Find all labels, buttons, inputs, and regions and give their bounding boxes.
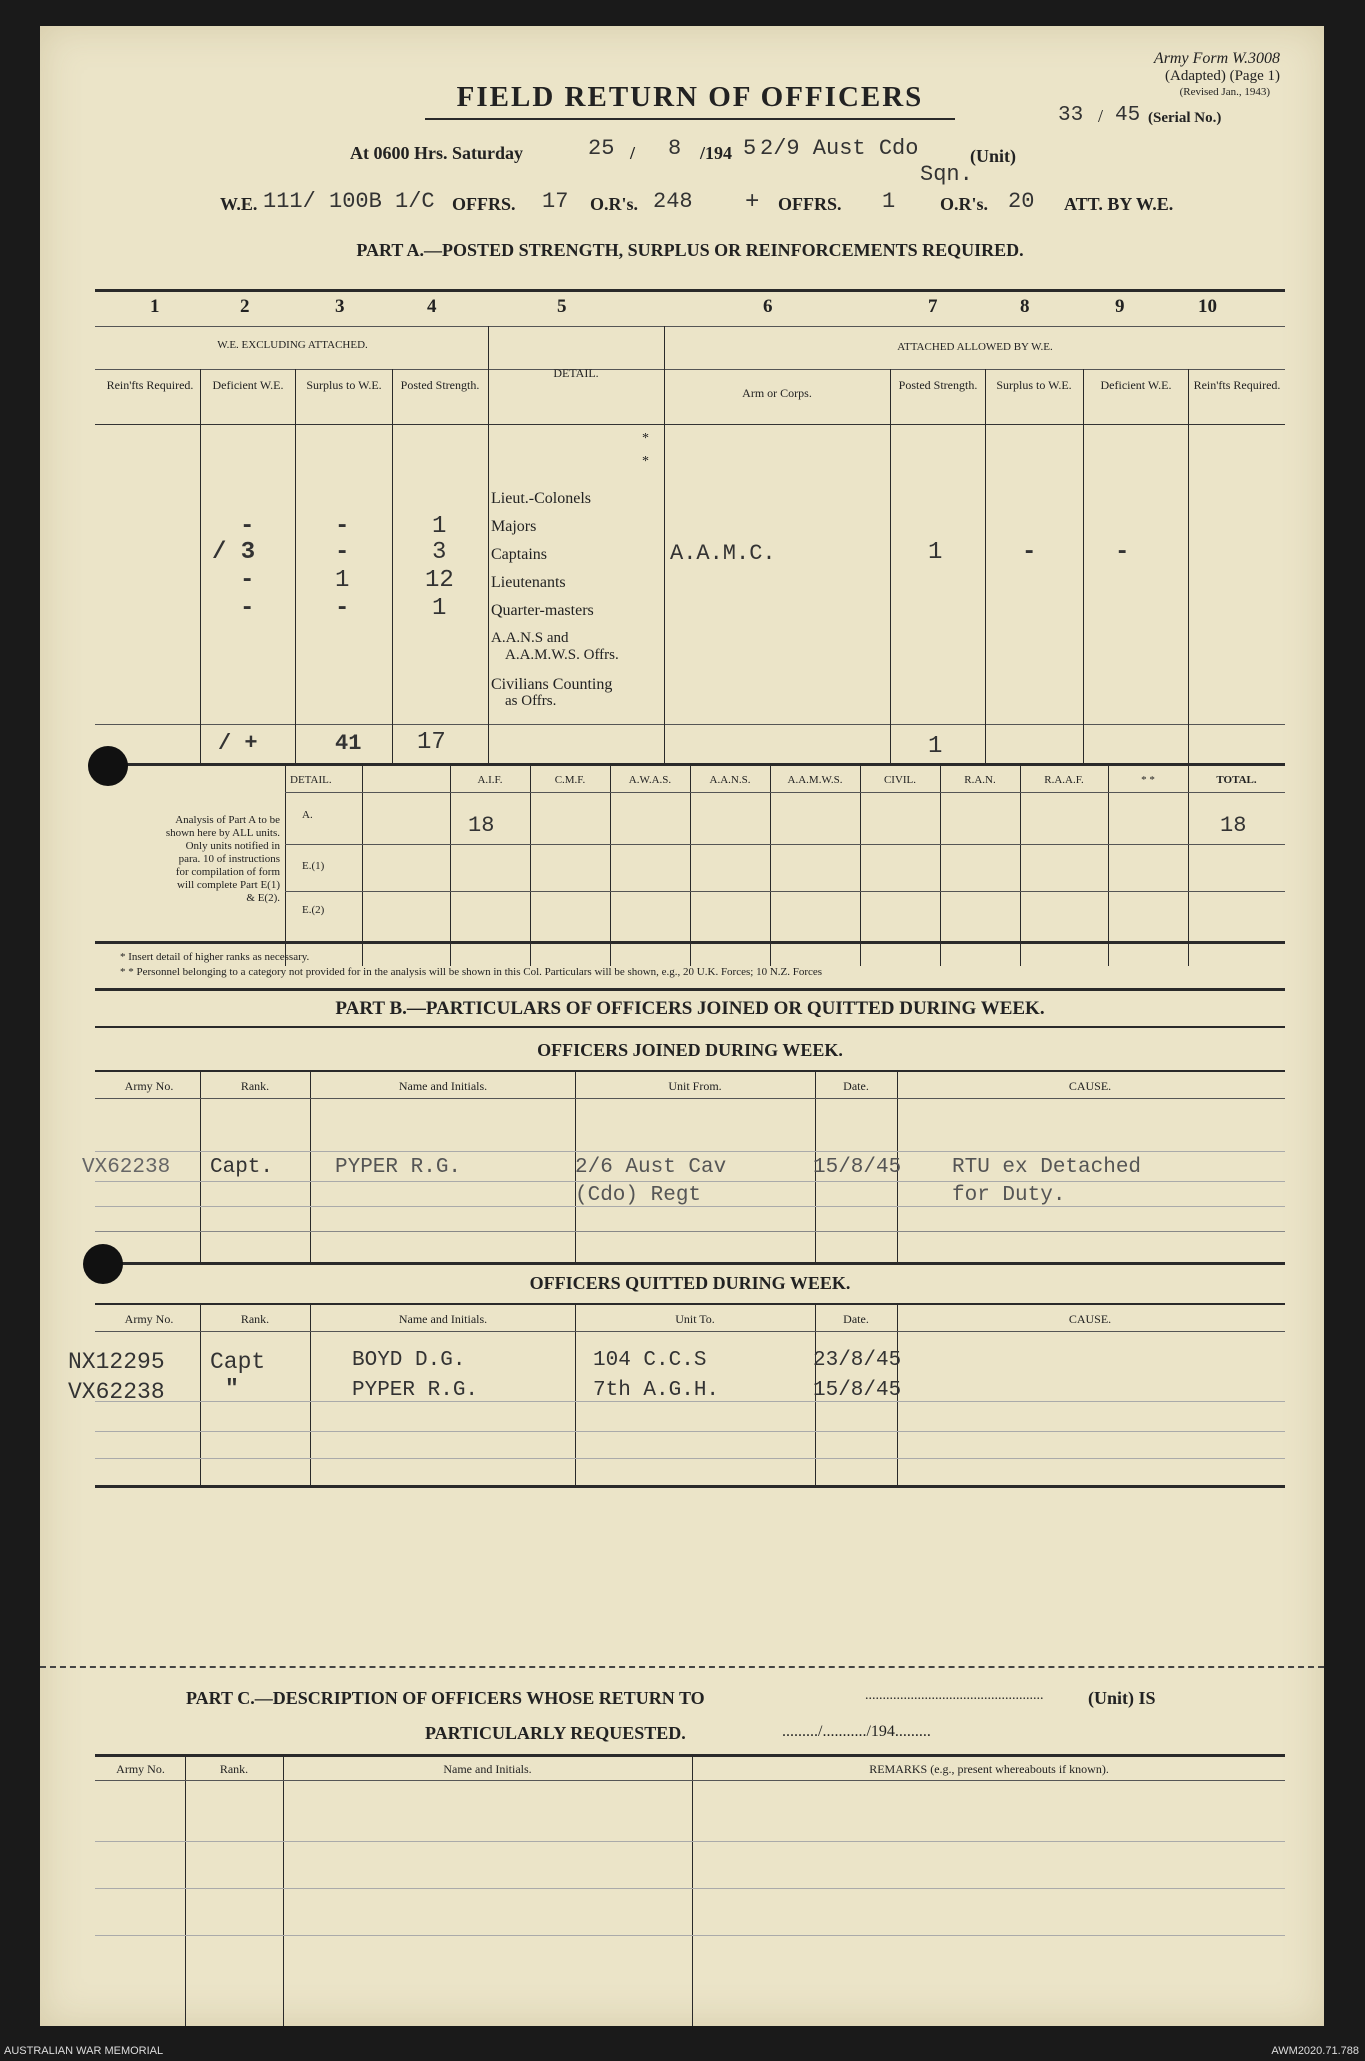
joined-header-army-no: Army No. (124, 1079, 174, 1093)
total-posted: 17 (417, 729, 446, 756)
rank-aamws: A.A.M.W.S. Offrs. (505, 647, 619, 663)
header-surplus: Surplus to W.E. (306, 378, 382, 392)
surplus-majors: - (335, 513, 350, 540)
part-c-title: PART C.—DESCRIPTION OF OFFICERS WHOSE RETURN TO (186, 1688, 705, 1708)
rule (692, 1757, 693, 2026)
col-number-8: 8 (1020, 296, 1030, 317)
quitted-army-no-2: VX62238 (68, 1379, 165, 1405)
joined-title: OFFICERS JOINED DURING WEEK. (537, 1040, 843, 1060)
detail-star-2: * (642, 454, 649, 469)
rule (1083, 369, 1084, 764)
rule (295, 369, 296, 764)
analysis-note-line: will complete Part E(1) (177, 879, 280, 891)
joined-cause-line2: for Duty. (952, 1184, 1066, 1207)
total-att-posted: 1 (928, 733, 943, 760)
arm-corps-value: A.A.M.C. (670, 541, 776, 566)
analysis-note-line: for compilation of form (175, 866, 280, 878)
analysis-row-e2: E.(2) (302, 904, 325, 916)
rule (285, 792, 1285, 793)
att-surplus-value: - (1022, 539, 1037, 566)
archive-footer-right: AWM2020.71.788 (1271, 2045, 1359, 2057)
joined-header-name: Name and Initials. (398, 1079, 488, 1093)
header-att-reinforcements: Rein'fts Required. (1193, 378, 1281, 392)
rule (95, 1754, 1285, 1757)
rule (95, 1026, 1285, 1028)
col-number-9: 9 (1115, 296, 1125, 317)
col-number-10: 10 (1198, 296, 1217, 317)
deficient-lieutenants: - (240, 567, 255, 594)
rule (860, 766, 861, 966)
rule (95, 1181, 1285, 1182)
rule (95, 1098, 1285, 1099)
att-label: ATT. BY W.E. (1064, 194, 1174, 214)
unit-label: (Unit) (970, 146, 1016, 166)
ors2-label: O.R's. (940, 194, 989, 214)
joined-cause: RTU ex Detached (952, 1156, 1142, 1179)
rule (690, 766, 691, 966)
rule (1108, 766, 1109, 966)
joined-header-date: Date. (843, 1079, 869, 1093)
quitted-unit-1: 104 C.C.S (593, 1349, 707, 1372)
rule (1188, 369, 1189, 764)
col-number-7: 7 (928, 296, 938, 317)
surplus-captains: - (335, 539, 350, 566)
rule (285, 766, 286, 966)
title-underline (425, 118, 955, 120)
rule (95, 1841, 1285, 1842)
footnote-2: * * Personnel belonging to a category not provided for in the analysis will be shown in this Col. Particulars will be shown, e.g., 20 U.K. Forces; 10 N.Z. Forces (120, 966, 823, 978)
punch-hole-bottom (83, 1244, 123, 1284)
header-att-deficient: Deficient W.E. (1100, 378, 1172, 392)
rule (285, 891, 1285, 892)
analysis-col-aamws: A.A.M.W.S. (787, 774, 843, 786)
rule (610, 766, 611, 966)
offrs2-value: 1 (882, 189, 896, 214)
analysis-col-detail: DETAIL. (290, 774, 332, 786)
quitted-header-cause: CAUSE. (1068, 1312, 1112, 1326)
joined-header-cause: CAUSE. (1068, 1079, 1112, 1093)
rank-quartermasters: Quarter-masters (491, 602, 594, 619)
rule (95, 1888, 1285, 1889)
analysis-note-line: shown here by ALL units. (165, 827, 280, 839)
rule (1020, 766, 1021, 966)
rule (95, 1151, 1285, 1152)
col-number-4: 4 (427, 296, 437, 317)
posted-lieutenants: 12 (425, 567, 454, 594)
rule (95, 941, 1285, 944)
report-month: 8 (668, 136, 682, 161)
analysis-col-cmf: C.M.F. (554, 774, 586, 786)
rule (95, 1231, 1285, 1232)
deficient-majors: - (240, 513, 255, 540)
we-label: W.E. (220, 194, 258, 214)
analysis-note-line: & E(2). (246, 892, 280, 904)
plus-sign: + (745, 189, 760, 216)
joined-unit-from: 2/6 Aust Cav (575, 1156, 727, 1179)
serial-number: 33 (1058, 104, 1084, 127)
joined-unit-from-line2: (Cdo) Regt (575, 1184, 702, 1207)
col-number-5: 5 (557, 296, 567, 317)
rule (530, 766, 531, 966)
joined-rank: Capt. (210, 1156, 274, 1179)
group-we-excluding: W.E. EXCLUDING ATTACHED. (217, 339, 368, 351)
header-arm-corps: Arm or Corps. (742, 386, 812, 400)
analysis-note-line: para. 10 of instructions (178, 853, 280, 865)
header-detail: DETAIL. (553, 366, 599, 380)
analysis-col-other: * * (1141, 774, 1155, 786)
time-label: At 0600 Hrs. Saturday (350, 143, 524, 163)
form-reference-line3: (Revised Jan., 1943) (1179, 86, 1270, 98)
posted-quartermasters: 1 (432, 595, 447, 622)
col-number-2: 2 (240, 296, 250, 317)
rule (95, 369, 1285, 370)
part-c-unit-is: (Unit) IS (1088, 1688, 1156, 1708)
analysis-col-aif: A.I.F. (477, 774, 503, 786)
serial-year: 45 (1115, 104, 1141, 127)
rule (450, 766, 451, 966)
header-deficient: Deficient W.E. (212, 378, 284, 392)
report-year-prefix: /194 (700, 143, 733, 163)
rule (95, 1303, 1285, 1305)
quitted-date-2: 15/8/45 (813, 1379, 902, 1402)
rule (940, 766, 941, 966)
att-deficient-value: - (1115, 539, 1130, 566)
form-page: Army Form W.3008 (Adapted) (Page 1) (Revised Jan., 1943) FIELD RETURN OF OFFICERS 33 / 45 (Serial No.) At 0600 Hrs. Saturday 25 / 8 /194 5 2/9 Aust Cdo Sqn. (Unit) W.E. 111/ 100B 1/C OFFRS. 17 O.R's. 248 + OFFRS. 1 O.R's. 20 ATT. BY W.E. PART A.—POSTED STRENGTH, SURPLUS OR REINFORCEMENTS REQUIRED. 1 2 3 4 5 6 7 8 9 10 W.E. EXCLUDING ATTACHED. ATTACHED ALLOWED BY W.E. Rein'fts Required. Deficient W.E. Surplus to W.E. Posted Strength. DETAIL. Arm or Corps. Posted Strength. Surplus to W.E. Deficient W.E. Rein'fts Required. * * Lieut.-Colonels Majors Captains Lieutenants Quarter-masters A.A.N.S and A.A.M.W.S. Offrs. Civilians Counting as Offrs. - / 3 - - - - 1 - 1 3 12 1 A.A.M.C. 1 - - / + 41 17 1 DETAIL. A.I.F. C.M.F. A.W.A.S. A.A.N.S. A.A.M.W.S. CIVIL. R.A.N. R.A.A.F. * * TOTAL. A. E.(1) E.(2) 18 18 Analysis of Part A to be shown here by ALL units. Only units notified in para. 10 of instructions for compilation of form will complete Part E(1) & E(2). * Insert detail of higher ranks as necessary. * * Personnel belonging to a category not provided for in the analysis will be shown in this Col. Particulars will be shown, e.g., 20 U.K. Forces; 10 N.Z. Forces PART B.—PARTICULARS OF OFFICERS JOINED OR QUITTED DURING WEEK. OFFICERS JOINED DURING WEEK. Army No. Rank. Name and Initials. Unit From. Date. CAUSE. VX62238 Capt. PYPER R.G. 2/6 Aust Cav (Cdo) Regt 15/8/45 RTU ex Detached for Duty. OFFICERS QUITTED DURING WEEK. Army No. Rank. Name and Initials. Unit To. Date. CAUSE. NX12295 Capt BOYD D.G. 104 C.C.S 23/8/45 VX62238 " PYPER R.G. 7th A.G.H. 15/8/45 PART C.—DESCRIPTION OF OFFICERS WHOSE RETURN TO ................................................... (Unit) IS PARTICULARLY REQUESTED. ........./.........../194......... Army No. Rank. Name and Initials. REMARKS (e.g., present whereabouts if known). (40, 26, 1324, 2026)
att-posted-value: 1 (928, 539, 943, 566)
rule (283, 1757, 284, 2026)
quitted-header-unit-to: Unit To. (675, 1312, 715, 1326)
analysis-col-awas: A.W.A.S. (628, 774, 672, 786)
part-c-date-blank: ........./.........../194......... (782, 1723, 931, 1740)
quitted-rank-2: " (225, 1376, 239, 1402)
rule (95, 1070, 1285, 1072)
rule (200, 369, 201, 764)
offrs-value: 17 (542, 189, 569, 214)
surplus-quartermasters: - (335, 595, 350, 622)
part-c-header-remarks: REMARKS (e.g., present whereabouts if known). (869, 1762, 1109, 1776)
rule (95, 1458, 1285, 1459)
footnote-1: * Insert detail of higher ranks as necessary. (120, 951, 310, 963)
rule (770, 766, 771, 966)
ors2-value: 20 (1008, 189, 1035, 214)
joined-header-unit-from: Unit From. (668, 1079, 722, 1093)
analysis-col-ran: R.A.N. (964, 774, 996, 786)
form-reference-line2: (Adapted) (Page 1) (1165, 68, 1280, 84)
analysis-aif-a: 18 (468, 813, 495, 838)
rule (200, 1072, 201, 1262)
analysis-col-civil: CIVIL. (883, 774, 917, 786)
perforation-line (40, 1666, 1324, 1668)
rank-civilians-line2: as Offrs. (505, 693, 557, 709)
header-att-posted: Posted Strength. (898, 378, 978, 392)
archive-footer-left: AUSTRALIAN WAR MEMORIAL (4, 2045, 164, 2057)
quitted-title: OFFICERS QUITTED DURING WEEK. (529, 1273, 851, 1293)
rule (488, 326, 489, 764)
rank-civilians: Civilians Counting (491, 676, 613, 693)
serial-separator: / (1098, 106, 1104, 126)
quitted-date-1: 23/8/45 (813, 1349, 902, 1372)
we-value: 111/ 100B 1/C (263, 189, 435, 214)
offrs2-label: OFFRS. (778, 194, 842, 214)
rule (95, 1262, 1285, 1265)
analysis-col-raaf: R.A.A.F. (1044, 774, 1084, 786)
rank-lieut-colonels: Lieut.-Colonels (491, 490, 591, 507)
quitted-name-1: BOYD D.G. (352, 1349, 466, 1372)
joined-army-no: VX62238 (82, 1156, 171, 1179)
quitted-header-date: Date. (843, 1312, 869, 1326)
analysis-row-a: A. (302, 809, 313, 821)
report-year-digit: 5 (743, 136, 757, 161)
analysis-note (95, 814, 280, 905)
part-a-title: PART A.—POSTED STRENGTH, SURPLUS OR REINFORCEMENTS REQUIRED. (356, 240, 1024, 260)
rule (95, 326, 1285, 327)
group-attached: ATTACHED ALLOWED BY W.E. (897, 341, 1053, 353)
rule (1188, 766, 1189, 966)
col-number-1: 1 (150, 296, 160, 317)
offrs-label: OFFRS. (452, 194, 516, 214)
analysis-row-e1: E.(1) (302, 860, 325, 872)
ors-label: O.R's. (590, 194, 639, 214)
rule (985, 369, 986, 764)
rule (664, 326, 665, 764)
form-title: FIELD RETURN OF OFFICERS (456, 81, 924, 113)
rule (362, 766, 363, 966)
total-surplus: 41 (335, 731, 362, 756)
rule (95, 1331, 1285, 1332)
col-number-6: 6 (763, 296, 773, 317)
rule (95, 1780, 1285, 1781)
form-reference-line1: Army Form W.3008 (1153, 50, 1280, 67)
header-reinforcements: Rein'fts Required. (106, 378, 194, 392)
quitted-army-no-1: NX12295 (68, 1349, 165, 1375)
part-c-header-army-no: Army No. (116, 1762, 165, 1776)
punch-hole-top (88, 746, 128, 786)
analysis-note-line: Only units notified in (185, 840, 280, 852)
joined-name: PYPER R.G. (335, 1156, 462, 1179)
rule (95, 1431, 1285, 1432)
ors-value: 248 (653, 189, 693, 214)
joined-date: 15/8/45 (813, 1156, 902, 1179)
rule (95, 424, 1285, 425)
quitted-name-2: PYPER R.G. (352, 1379, 479, 1402)
rank-lieutenants: Lieutenants (491, 574, 566, 591)
rule (95, 289, 1285, 292)
quitted-header-rank: Rank. (240, 1312, 270, 1326)
rule (285, 844, 1285, 845)
header-posted-strength: Posted Strength. (400, 378, 480, 392)
rank-aans: A.A.N.S and (491, 630, 569, 646)
analysis-col-total: TOTAL. (1216, 774, 1257, 786)
quitted-unit-2: 7th A.G.H. (593, 1379, 720, 1402)
surplus-lieutenants: 1 (335, 567, 350, 594)
analysis-total-a: 18 (1220, 813, 1247, 838)
deficient-quartermasters: - (240, 595, 255, 622)
posted-captains: 3 (432, 539, 447, 566)
rank-captains: Captains (491, 546, 547, 563)
rule (392, 369, 393, 764)
rule (185, 1757, 186, 2026)
serial-label: (Serial No.) (1148, 110, 1222, 126)
header-att-surplus: Surplus to W.E. (996, 378, 1072, 392)
col-number-3: 3 (335, 296, 345, 317)
part-c-header-name: Name and Initials. (443, 1762, 532, 1776)
part-c-unit-blank: ................................................... (865, 1688, 1044, 1703)
analysis-note-line: Analysis of Part A to be (175, 814, 280, 826)
analysis-col-aans: A.A.N.S. (709, 774, 751, 786)
rule (890, 369, 891, 764)
posted-majors: 1 (432, 513, 447, 540)
quitted-rank-1: Capt (210, 1349, 266, 1375)
part-c-requested: PARTICULARLY REQUESTED. (425, 1723, 686, 1743)
total-deficient: / + (218, 731, 258, 756)
rule (95, 724, 1285, 725)
quitted-header-army-no: Army No. (124, 1312, 174, 1326)
rule (95, 1935, 1285, 1936)
unit-name: 2/9 Aust Cdo (760, 136, 919, 161)
quitted-header-name: Name and Initials. (398, 1312, 488, 1326)
rule (310, 1072, 311, 1262)
part-b-title: PART B.—PARTICULARS OF OFFICERS JOINED OR QUITTED DURING WEEK. (335, 998, 1045, 1019)
rule (95, 1485, 1285, 1488)
rule (95, 988, 1285, 991)
rank-majors: Majors (491, 518, 537, 535)
report-day: 25 (588, 136, 615, 161)
unit-name-line2: Sqn. (920, 162, 973, 187)
joined-header-rank: Rank. (240, 1079, 270, 1093)
deficient-captains: / 3 (212, 539, 256, 566)
part-c-header-rank: Rank. (219, 1762, 249, 1776)
detail-star-1: * (642, 431, 649, 446)
